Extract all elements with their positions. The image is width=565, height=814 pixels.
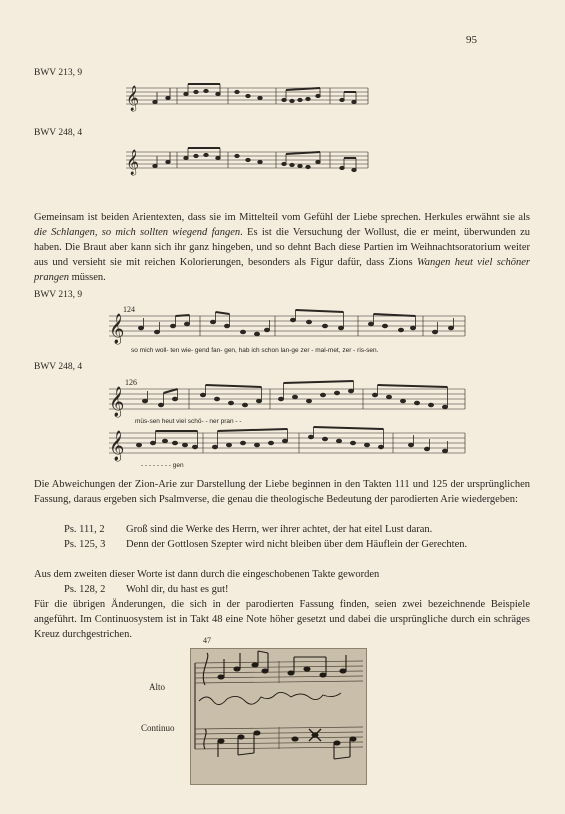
- paragraph-zweite-worte: Aus dem zweiten dieser Worte ist dann durch die eingeschobenen Takte geworden: [34, 569, 380, 580]
- paragraph-abweichungen: Die Abweichungen der Zion-Arie zur Darstellung der Liebe beginnen in den Takten 111 und 125 der ursprünglichen Fassung, daraus ergeben sich Psalmverse, die genau die theologische Bedeutung der parodierten Arie wiedergeben:: [34, 479, 530, 505]
- citation-text: Denn der Gottlosen Szepter wird nicht bleiben über dem Häuflein der Gerechten.: [126, 539, 468, 550]
- music-staff-example-1: [120, 80, 370, 112]
- measure-number-126: 126: [125, 378, 137, 387]
- example-label-bwv-213-9-b: BWV 213, 9: [34, 290, 83, 300]
- music-staff-example-2: [120, 140, 370, 180]
- citation-ps-128-2: [34, 582, 530, 597]
- citation-ps-125-3: [34, 537, 530, 567]
- citation-text: Wohl dir, du hast es gut!: [126, 584, 229, 595]
- facsimile-label-alto: Alto: [149, 682, 166, 692]
- example-label-bwv-213-9: BWV 213, 9: [34, 68, 83, 78]
- lyrics-example-4-line-2: - - - - - - - - gen: [141, 462, 184, 469]
- example-label-bwv-248-4: BWV 248, 4: [34, 128, 83, 138]
- lyrics-example-3: so mich woll- ten wie- gend fan- gen, hab ich schon lan-ge zer - mal-met, zer - ris-sen.: [131, 347, 379, 354]
- svg-text:𝄞: 𝄞: [126, 150, 140, 175]
- page-number: 95: [466, 34, 477, 46]
- facsimile-label-continuo: Continuo: [141, 723, 175, 733]
- music-staff-example-4: [105, 375, 467, 475]
- svg-text:𝄞: 𝄞: [109, 314, 125, 344]
- citation-ref: Ps. 111, 2: [64, 524, 105, 535]
- music-staff-example-3: [105, 302, 467, 360]
- svg-text:𝄞: 𝄞: [109, 387, 125, 417]
- measure-number-124: 124: [123, 305, 135, 314]
- citation-ps-111-2: [34, 522, 530, 537]
- facsimile-measure-number: 47: [203, 636, 211, 645]
- manuscript-facsimile-image: [190, 648, 367, 785]
- citation-ref: Ps. 128, 2: [64, 584, 106, 595]
- svg-text:𝄞: 𝄞: [109, 431, 125, 461]
- svg-text:𝄞: 𝄞: [126, 86, 140, 111]
- paragraph-uebrige-aenderungen: Für die übrigen Änderungen, die sich in der parodierten Fassung finden, seien zwei bezeichnende Beispiele angeführt. Im Continuosystem ist in Takt 48 eine Note höher gesetzt und dabei die ursprüngliche durch ein schräges Kreuz durchgestrichen.: [34, 599, 530, 640]
- manuscript-drawing: [191, 649, 366, 784]
- paragraph-arientexte: Gemeinsam ist beiden Arientexten, dass sie im Mittelteil vom Gefühl der Liebe sprechen. Herkules erwähnt sie als die Schlangen, so mich sollten wiegend fangen. Es ist die Versuchung der Wollust, die er meint, überwunden zu haben. Die Braut aber kann sich ihr ganz hingeben, und so dehnt Bach diese Partien im Weihnachtsoratorium weiter aus und versieht sie mit reichen Kolorierungen, besonders als Figur dafür, dass Zions Wangen heut viel schöner prangen müssen.: [34, 212, 530, 283]
- lyrics-example-4-line-1: müs-sen heut viel schö- - ner pran - -: [135, 418, 242, 425]
- example-label-bwv-248-4-b: BWV 248, 4: [34, 362, 83, 372]
- citation-ref: Ps. 125, 3: [64, 539, 106, 550]
- citation-text: Groß sind die Werke des Herrn, wer ihrer achtet, der hat eitel Lust daran.: [126, 524, 433, 535]
